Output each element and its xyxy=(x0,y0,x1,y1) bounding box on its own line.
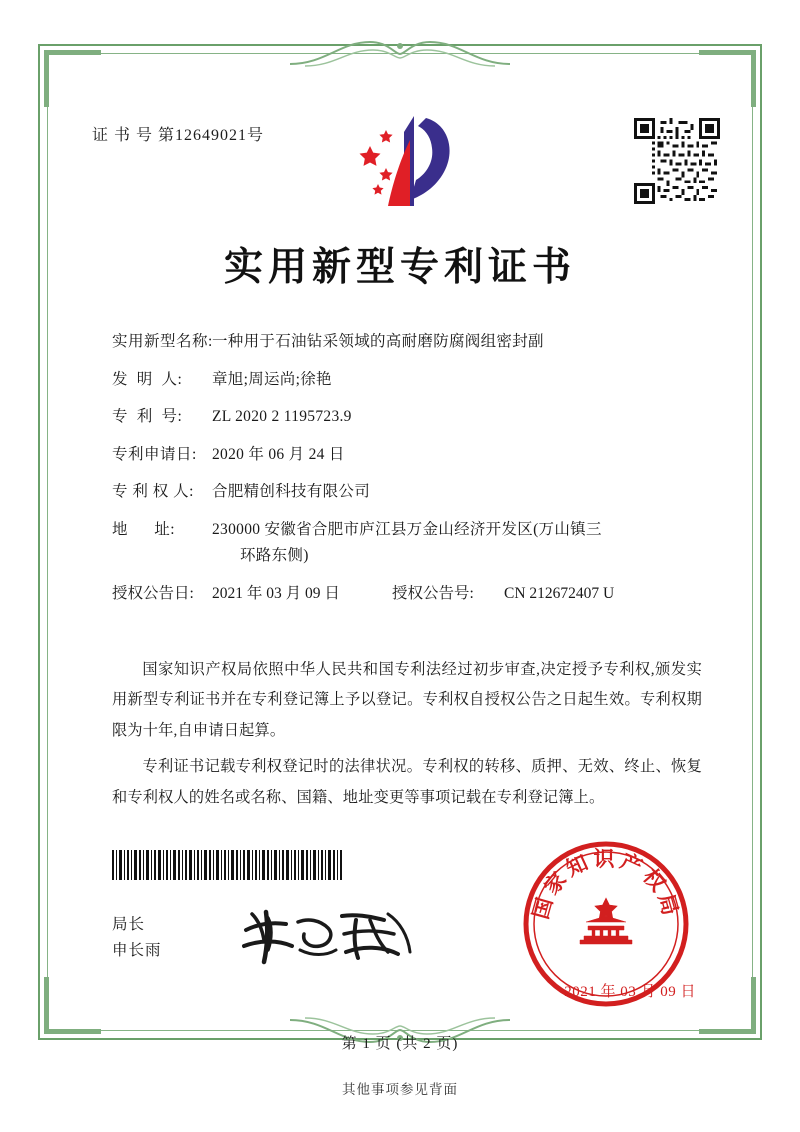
barcode-icon xyxy=(112,850,342,880)
corner-ornament-bottom-left xyxy=(44,977,101,1034)
field-label: 地 址: xyxy=(112,520,176,538)
field-value: ZL 2020 2 1195723.9 xyxy=(212,408,352,425)
field-application-date xyxy=(112,447,720,463)
director-title-label: 局长 xyxy=(112,916,146,933)
field-value: 合肥精创科技有限公司 xyxy=(212,483,371,500)
field-label: 专 利 号: xyxy=(112,408,183,425)
corner-ornament-top-right xyxy=(699,50,756,107)
grant-number-value: CN 212672407 U xyxy=(504,584,615,602)
field-value xyxy=(212,522,720,564)
seal-date: 2021 年 03 月 09 日 xyxy=(564,984,696,1000)
page-title: 实用新型专利证书 xyxy=(223,246,576,289)
address-line-2: 环路东侧) xyxy=(240,547,309,564)
grant-date-label: 授权公告日: xyxy=(112,584,194,602)
field-label: 发 明 人: xyxy=(112,370,183,388)
director-name-label: 申长雨 xyxy=(112,942,162,960)
field-label: 专利申请日: xyxy=(112,445,197,463)
field-value: 一种用于石油钻采领域的高耐磨防腐阀组密封副 xyxy=(212,333,544,350)
flourish-ornament-top-icon xyxy=(285,36,515,70)
handwritten-signature-icon xyxy=(238,900,418,970)
legal-paragraph-2: 专利证书记载专利权登记时的法律状况。专利权的转移、质押、无效、终止、恢复和专利权人的姓名或名称、国籍、地址变更等事项记载在专利登记簿上。 xyxy=(112,758,702,806)
field-value: 章旭;周运尚;徐艳 xyxy=(212,370,332,388)
signature-block xyxy=(112,912,162,965)
legal-paragraph-1: 国家知识产权局依照中华人民共和国专利法经过初步审查,决定授予专利权,颁发实用新型专利证书并在专利登记簿上予以登记。专利权自授权公告之日起生效。专利权期限为十年,自申请日起算。 xyxy=(112,661,702,739)
grant-date-value: 2021 年 03 月 09 日 xyxy=(212,584,340,602)
field-value: 2020 年 06 月 24 日 xyxy=(212,445,345,463)
grant-number-label: 授权公告号: xyxy=(392,584,474,602)
field-label: 专 利 权 人: xyxy=(112,483,194,500)
field-address xyxy=(112,522,720,564)
corner-ornament-top-left xyxy=(44,50,101,107)
certificate-number: 证 书 号 第12649021号 xyxy=(92,127,265,144)
cnipa-logo-icon xyxy=(352,110,462,220)
field-grant xyxy=(112,586,720,602)
field-patentee xyxy=(112,484,720,500)
field-list xyxy=(112,334,720,623)
svg-text:国家知识产权局: 国家知识产权局 xyxy=(528,847,684,922)
qr-code-icon xyxy=(634,118,720,204)
field-patent-number xyxy=(112,409,720,425)
page-number: 第 1 页 (共 2 页) xyxy=(341,1036,459,1052)
field-label: 实用新型名称: xyxy=(112,333,213,350)
field-inventors xyxy=(112,372,720,388)
footer-note: 其他事项参见背面 xyxy=(342,1082,458,1097)
address-line-1: 230000 安徽省合肥市庐江县万金山经济开发区(万山镇三 xyxy=(212,520,602,538)
corner-ornament-bottom-right xyxy=(699,977,756,1034)
field-utility-model-name xyxy=(112,334,720,350)
legal-text xyxy=(112,655,702,819)
